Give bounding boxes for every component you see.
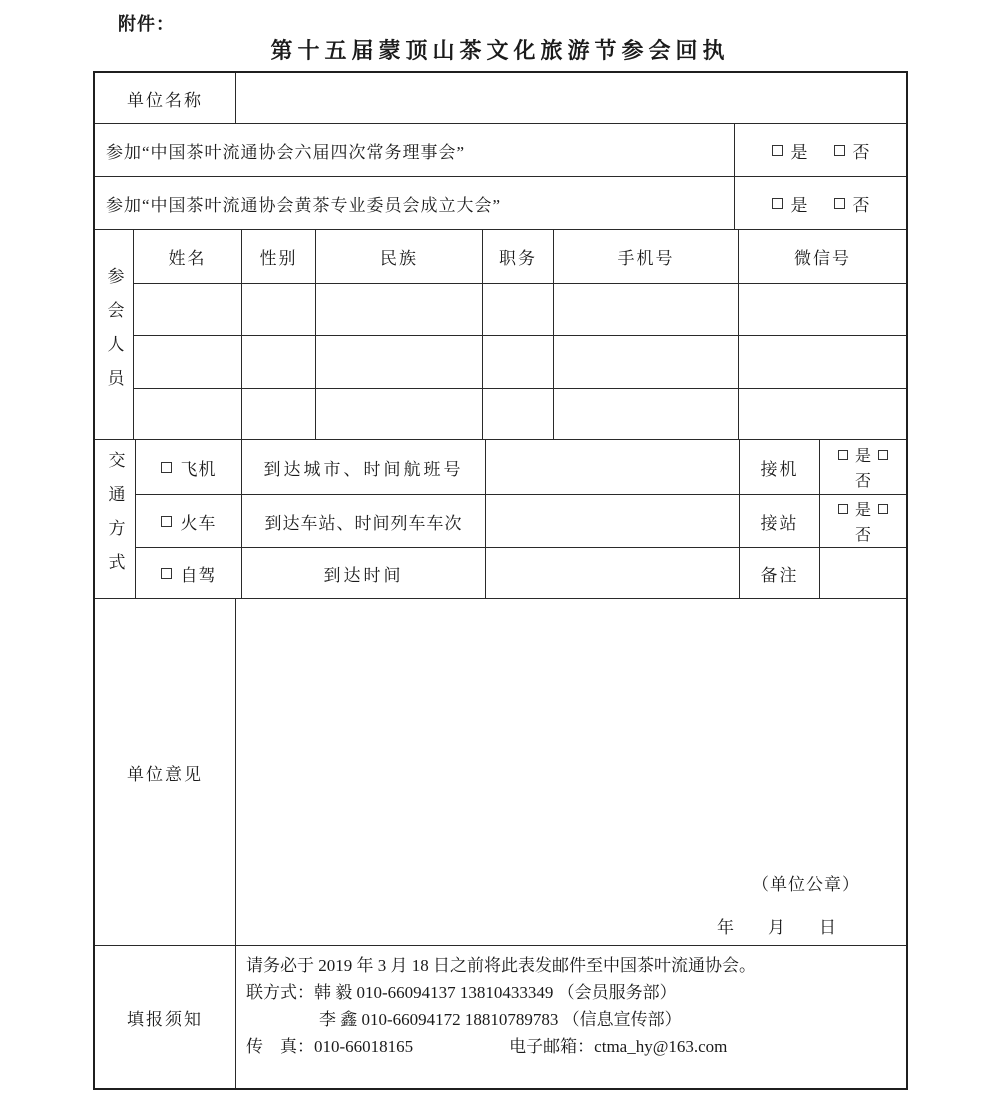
attachment-label: 附件： [118,14,175,34]
unit-name-row [95,73,906,124]
form-title: 第十五届蒙顶山茶文化旅游节参会回执 [270,38,730,63]
question-1-choice [735,124,906,176]
train-checkbox[interactable] [161,516,172,527]
registration-form-table [93,71,908,1090]
participant-row-3 [134,389,906,439]
col-header-name: 姓名 [134,230,242,283]
participant-row-1 [134,284,906,336]
remarks-label: 备注 [740,548,820,598]
no-label: 否 [854,527,871,544]
pickup-station-choice [820,495,906,547]
transport-section [95,440,906,599]
participant-gender-input[interactable] [242,389,316,439]
col-header-mobile: 手机号 [554,230,739,283]
yes-checkbox[interactable] [838,450,848,460]
notes-line-contact-1 [246,979,677,1006]
yes-label: 是 [854,502,871,519]
transport-row-train [136,495,906,548]
car-desc-label: 到达时间 [242,548,486,598]
no-checkbox[interactable] [878,504,888,514]
unit-name-label: 单位名称 [95,73,236,123]
contact-han: 韩 毅 010-66094137 13810433349 （会员服务部） [314,983,677,1002]
participant-wechat-input[interactable] [739,284,906,335]
car-checkbox[interactable] [161,568,172,579]
plane-desc-label: 到达城市、时间航班号 [242,440,486,494]
email-address: ctma_hy@163.com [594,1037,728,1056]
unit-name-input[interactable] [236,73,906,123]
car-option [136,548,242,598]
pickup-station-label: 接站 [740,495,820,547]
participant-ethnicity-input[interactable] [316,336,483,388]
unit-opinion-label: 单位意见 [95,599,236,945]
yes-checkbox[interactable] [838,504,848,514]
unit-opinion-input[interactable] [236,599,906,945]
participant-mobile-input[interactable] [554,336,739,388]
participants-section [95,230,906,440]
participant-mobile-input[interactable] [554,284,739,335]
transport-row-car [136,548,906,598]
participant-position-input[interactable] [483,389,554,439]
participants-section-label-cell [95,230,134,439]
col-header-gender: 性别 [242,230,316,283]
train-desc-label: 到达车站、时间列车车次 [242,495,486,547]
no-label: 否 [854,473,871,490]
train-option [136,495,242,547]
fax-number: 010-66018165 [314,1037,414,1056]
contact-label: 联方式： [246,983,314,1002]
no-label: 否 [852,195,870,215]
yes-label: 是 [790,195,808,215]
participant-name-input[interactable] [134,389,242,439]
date-line: 年 月 日 [717,918,836,937]
train-label: 火车 [180,513,217,533]
col-header-ethnicity: 民族 [316,230,483,283]
participant-name-input[interactable] [134,284,242,335]
notes-section [95,946,906,1088]
participants-section-label: 参会人员 [104,266,124,403]
train-detail-input[interactable] [486,495,740,547]
transport-section-label: 交通方式 [105,451,125,587]
plane-option [136,440,242,494]
remarks-input[interactable] [820,548,906,598]
email-label: 电子邮箱： [509,1037,595,1056]
pickup-airport-choice [820,440,906,494]
yes-checkbox[interactable] [772,198,783,209]
yes-label: 是 [854,448,871,465]
no-checkbox[interactable] [834,145,845,156]
car-label: 自驾 [180,565,217,585]
participant-gender-input[interactable] [242,284,316,335]
question-row-2 [95,177,906,230]
transport-row-plane [136,440,906,495]
participant-wechat-input[interactable] [739,389,906,439]
pickup-airport-label: 接机 [740,440,820,494]
notes-line-contact-2 [246,1006,682,1033]
participant-wechat-input[interactable] [739,336,906,388]
participant-ethnicity-input[interactable] [316,284,483,335]
plane-label: 飞机 [180,459,217,479]
no-checkbox[interactable] [878,450,888,460]
participant-name-input[interactable] [134,336,242,388]
car-detail-input[interactable] [486,548,740,598]
notes-line-deadline: 请务必于 2019 年 3 月 18 日之前将此表发邮件至中国茶叶流通协会。 [246,956,756,975]
question-1-text: 参加“中国茶叶流通协会六届四次常务理事会” [95,124,735,176]
participant-ethnicity-input[interactable] [316,389,483,439]
yes-label: 是 [790,142,808,162]
participant-row-2 [134,336,906,389]
participants-header-row [134,230,906,284]
seal-hint: （单位公章） [752,875,860,894]
transport-section-label-cell [95,440,136,598]
question-2-text: 参加“中国茶叶流通协会黄茶专业委员会成立大会” [95,177,735,229]
col-header-wechat: 微信号 [794,249,851,268]
unit-opinion-section [95,599,906,946]
col-header-position: 职务 [483,230,554,283]
yes-checkbox[interactable] [772,145,783,156]
participant-mobile-input[interactable] [554,389,739,439]
plane-checkbox[interactable] [161,462,172,473]
question-row-1 [95,124,906,177]
no-label: 否 [852,142,870,162]
participant-position-input[interactable] [483,336,554,388]
contact-li: 李 鑫 010-66094172 18810789783 （信息宣传部） [319,1010,682,1029]
participant-position-input[interactable] [483,284,554,335]
notes-label: 填报须知 [95,946,236,1088]
participant-gender-input[interactable] [242,336,316,388]
notes-content [236,946,906,1088]
fax-label: 传 真： [246,1037,314,1056]
notes-line-fax-email [246,1033,727,1060]
no-checkbox[interactable] [834,198,845,209]
question-2-choice [735,177,906,229]
plane-detail-input[interactable] [486,440,740,494]
